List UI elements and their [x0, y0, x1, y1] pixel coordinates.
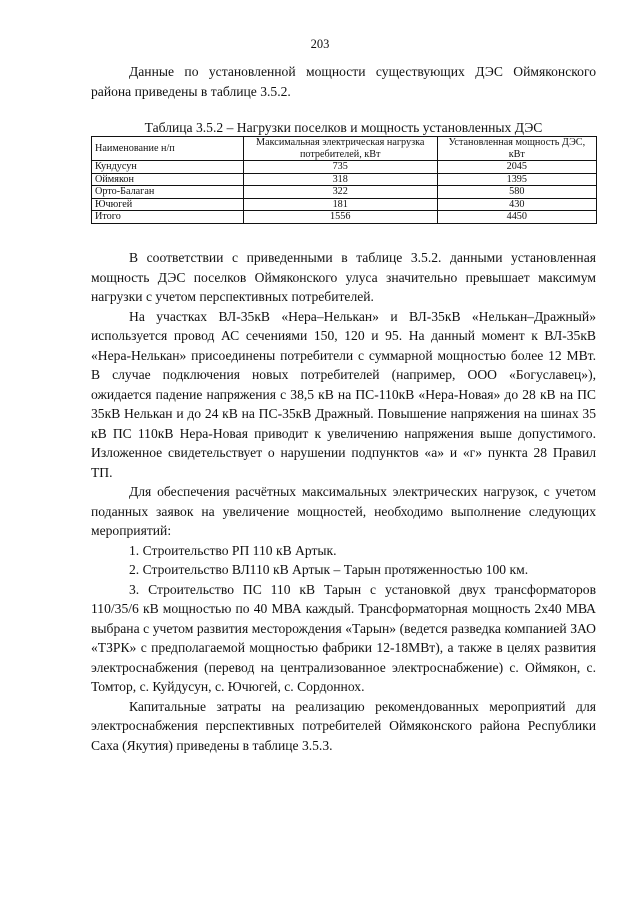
measure-item-1: 1. Строительство РП 110 кВ Артык. [129, 542, 337, 558]
body-text [91, 248, 596, 755]
cell-settlement: Кундусун [92, 161, 244, 174]
cell-installed-capacity: 1395 [437, 173, 596, 186]
table-row [92, 161, 597, 174]
cell-settlement: Оймякон [92, 173, 244, 186]
loads-table [91, 136, 597, 224]
table-caption: Таблица 3.5.2 – Нагрузки поселков и мощность установленных ДЭС [144, 120, 543, 135]
measure-item-2: 2. Строительство ВЛ110 кВ Артык – Тарын протяженностью 100 км. [129, 562, 529, 577]
table-total-row [92, 211, 597, 224]
cell-installed-capacity: 4450 [437, 211, 596, 224]
measure-item-3: 3. Строительство ПС 110 кВ Тарын с установкой двух трансформаторов 110/35/6 кВ мощностью по 40 МВА каждый. Трансформаторная мощность 2х40 МВА выбрана с учетом развития месторождения «Тарын» (ведется разведка компанией ЗАО «ТЗРК» с предполагаемой мощностью фабрики 12-18МВт), а также в целях развития электроснабжения (перевод на централизованное электроснабжение) с. Оймякон, с. Томтор, с. Куйдусун, с. Ючюгей, с. Сордоннох. [91, 581, 596, 694]
intro-paragraph: Данные по установленной мощности существующих ДЭС Оймяконского района приведены в таблице 3.5.2. [91, 64, 596, 99]
intro-section [91, 62, 596, 101]
cell-settlement: Ючюгей [92, 198, 244, 211]
cell-max-load: 181 [243, 198, 437, 211]
cell-settlement: Орто-Балаган [92, 186, 244, 199]
cell-max-load: 1556 [243, 211, 437, 224]
table-header-row [92, 137, 597, 161]
cell-installed-capacity: 2045 [437, 161, 596, 174]
cell-settlement: Итого [92, 211, 244, 224]
header-settlement: Наименование н/п [92, 137, 244, 161]
paragraph-measures-intro: Для обеспечения расчётных максимальных электрических нагрузок, с учетом поданных заявок на увеличение мощностей, необходимо выполнение следующих мероприятий: [91, 484, 596, 538]
paragraph-capital-costs: Капитальные затраты на реализацию рекомендованных мероприятий для электроснабжения перспективных потребителей Оймяконского района Республики Саха (Якутия) приведены в таблице 3.5.3. [91, 698, 596, 753]
paragraph-capacity-comparison: В соответствии с приведенными в таблице 3.5.2. данными установленная мощность ДЭС поселков Оймяконского улуса значительно превышает максимум нагрузки с учетом перспективных потребителей. [91, 250, 596, 304]
cell-max-load: 322 [243, 186, 437, 199]
table-row [92, 198, 597, 211]
table-row [92, 186, 597, 199]
table-row [92, 173, 597, 186]
paragraph-line-voltage: На участках ВЛ-35кВ «Нера–Нелькан» и ВЛ-35кВ «Нелькан–Дражный» используется провод АС сечениями 150, 120 и 95. На данный момент к ВЛ-35кВ «Нера-Нелькан» присоединены потребители с суммарной мощностью более 12 МВт. В случае подключения новых потребителей (например, ООО «Богуславец»), ожидается падение напряжения с 38,5 кВ на ПС-110кВ «Нера-Новая» до 28 кВ на ПС 35кВ Нелькан и до 24 кВ на ПС-35кВ Дражный. Повышение напряжения на шинах 35 кВ ПС 110кВ Нера-Новая приводит к увеличению напряжения выше допустимого. Изложенное свидетельствует о нарушении подпунктов «а» и «г» пункта 28 Правил ТП. [91, 308, 596, 480]
cell-installed-capacity: 580 [437, 186, 596, 199]
page-number: 203 [310, 37, 330, 51]
cell-installed-capacity: 430 [437, 198, 596, 211]
cell-max-load: 318 [243, 173, 437, 186]
header-installed-capacity: Установленная мощность ДЭС, кВт [437, 137, 596, 161]
header-max-load: Максимальная электрическая нагрузка потребителей, кВт [243, 137, 437, 161]
cell-max-load: 735 [243, 161, 437, 174]
